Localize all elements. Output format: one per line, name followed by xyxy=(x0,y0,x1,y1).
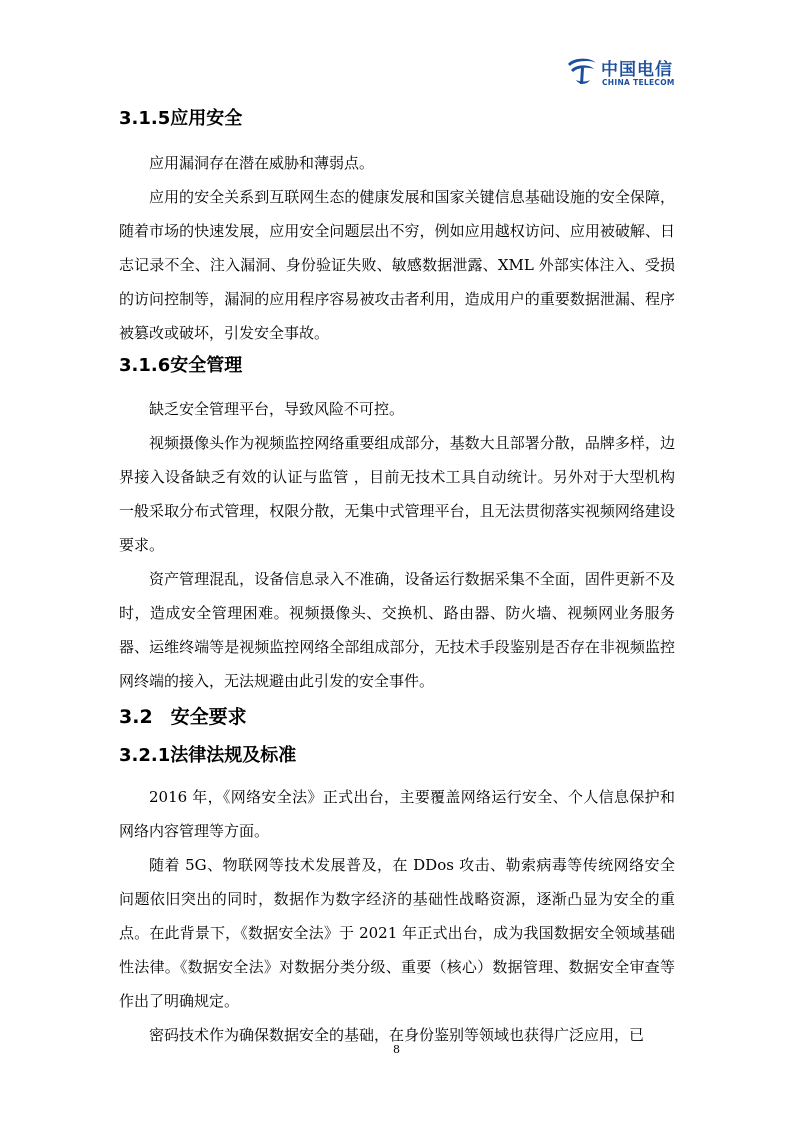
paragraph: 应用漏洞存在潜在威胁和薄弱点。 xyxy=(149,154,375,172)
document-body xyxy=(119,104,675,1052)
paragraph: 资产管理混乱，设备信息录入不准确，设备运行数据采集不全面，固件更新不及时，造成安全管理困难。视频摄像头、交换机、路由器、防火墙、视频网业务服务器、运维终端等是视频监控网络全部组成部分，无技术手段鉴别是否存在非视频监控网终端的接入，无法规避由此引发的安全事件。 xyxy=(119,570,675,690)
paragraph: 随着 5G、物联网等技术发展普及，在 DDos 攻击、勒索病毒等传统网络安全问题依旧突出的同时，数据作为数字经济的基础性战略资源，逐渐凸显为安全的重点。在此背景下，《数据安全法》于 2021 年正式出台，成为我国数据安全领域基础性法律。《数据安全法》对数据分类分级、重要（核心）数据管理、数据安全审查等作出了明确规定。 xyxy=(119,856,675,1010)
china-telecom-logo xyxy=(565,52,675,92)
paragraph: 2016 年，《网络安全法》正式出台，主要覆盖网络运行安全、个人信息保护和网络内容管理等方面。 xyxy=(119,788,675,840)
logo-english-name: CHINA TELECOM xyxy=(602,78,675,87)
logo-chinese-name: 中国电信 xyxy=(601,60,673,80)
paragraph: 缺乏安全管理平台，导致风险不可控。 xyxy=(149,400,405,418)
heading-3-1-6: 3.1.6安全管理 xyxy=(119,355,243,376)
paragraph: 应用的安全关系到互联网生态的健康发展和国家关键信息基础设施的安全保障，随着市场的快速发展，应用安全问题层出不穷，例如应用越权访问、应用被破解、日志记录不全、注入漏洞、身份验证失败、敏感数据泄露、XML 外部实体注入、受损的访问控制等，漏洞的应用程序容易被攻击者利用，造成用户的重要数据泄漏、程序被篡改或破坏，引发安全事故。 xyxy=(119,188,675,342)
heading-3-2 xyxy=(119,704,675,730)
paragraph: 密码技术作为确保数据安全的基础，在身份鉴别等领域也获得广泛应用，已 xyxy=(149,1026,645,1044)
page-number: 8 xyxy=(393,1043,400,1056)
telecom-swirl-icon xyxy=(565,54,599,88)
heading-3-2-1: 3.2.1法律法规及标准 xyxy=(119,745,297,766)
heading-text: 安全要求 xyxy=(170,706,247,728)
heading-3-1-5: 3.1.5应用安全 xyxy=(119,108,243,129)
heading-number: 3.2 xyxy=(119,706,153,728)
paragraph: 视频摄像头作为视频监控网络重要组成部分，基数大且部署分散，品牌多样，边界接入设备缺乏有效的认证与监管 ，目前无技术工具自动统计。另外对于大型机构一般采取分布式管理，权限分散，无集中式管理平台，且无法贯彻落实视频网络建设要求。 xyxy=(119,434,675,554)
